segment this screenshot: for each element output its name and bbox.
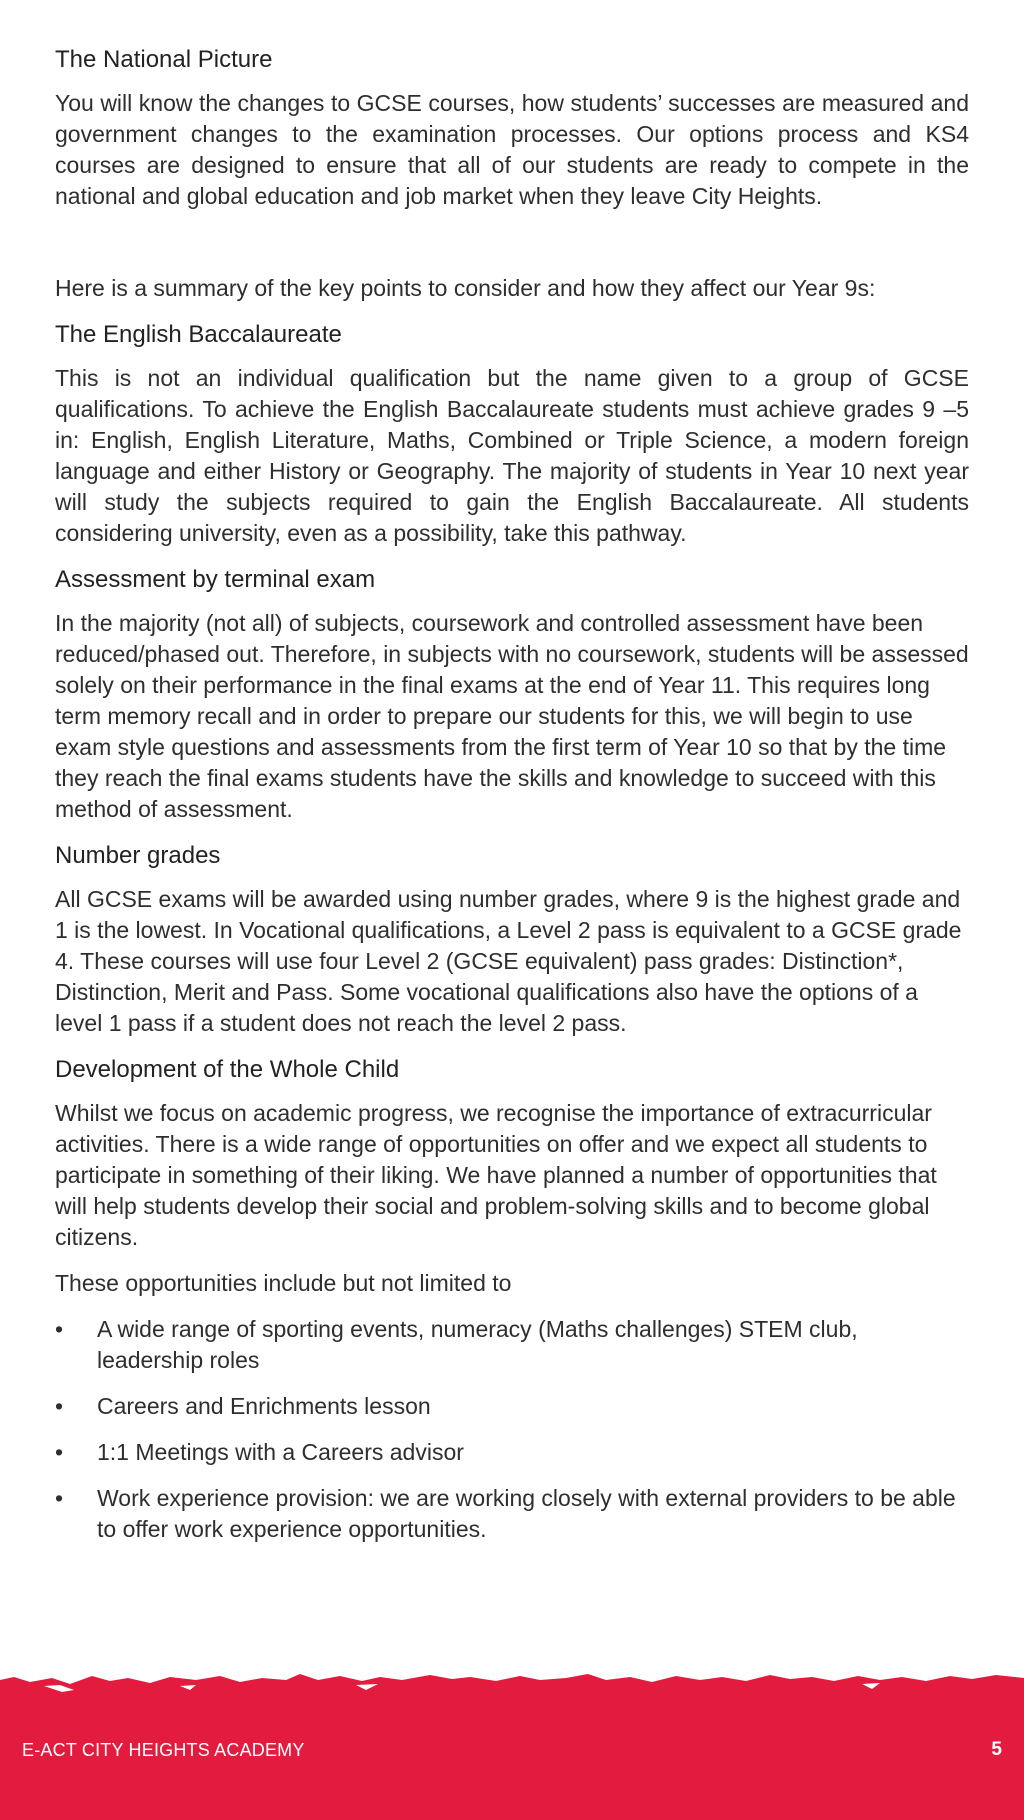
list-item-text: 1:1 Meetings with a Careers advisor bbox=[97, 1439, 464, 1465]
heading-english-baccalaureate: The English Baccalaureate bbox=[55, 321, 342, 348]
list-item bbox=[55, 1314, 969, 1376]
document-body bbox=[55, 44, 969, 1560]
page-number: 5 bbox=[991, 1739, 1002, 1760]
footer-school-name: E-ACT CITY HEIGHTS ACADEMY bbox=[22, 1740, 305, 1760]
list-item bbox=[55, 1391, 969, 1422]
heading-national-picture: The National Picture bbox=[55, 46, 273, 73]
paragraph-opportunities-intro: These opportunities include but not limited to bbox=[55, 1270, 512, 1296]
list-item-text: Work experience provision: we are working closely with external providers to be able to offer work experience opportunities. bbox=[97, 1485, 956, 1542]
list-item-text: Careers and Enrichments lesson bbox=[97, 1393, 431, 1419]
heading-terminal-exam: Assessment by terminal exam bbox=[55, 566, 376, 593]
paragraph-english-baccalaureate: This is not an individual qualification but the name given to a group of GCSE qualifications. To achieve the English Baccalaureate students must achieve grades 9 –5 in: English, English Literature, Maths, Combined or Triple Science, a modern foreign language and either History or Geography. The majority of students in Year 10 next year will study the subjects required to gain the English Baccalaureate. All students considering university, even as a possibility, take this pathway. bbox=[55, 365, 969, 546]
bullet-icon: • bbox=[55, 1393, 64, 1419]
heading-number-grades: Number grades bbox=[55, 842, 221, 869]
paragraph-terminal-exam: In the majority (not all) of subjects, coursework and controlled assessment have been reduced/phased out. Therefore, in subjects with no coursework, students will be assessed solely on their performance in the final exams at the end of Year 11. This requires long term memory recall and in order to prepare our students for this, we will begin to use exam style questions and assessments from the first term of Year 10 so that by the time they reach the final exams students have the skills and knowledge to succeed with this method of assessment. bbox=[55, 610, 969, 822]
opportunities-list bbox=[55, 1314, 969, 1545]
bullet-icon: • bbox=[55, 1316, 64, 1342]
list-item bbox=[55, 1483, 969, 1545]
bullet-icon: • bbox=[55, 1439, 64, 1465]
paragraph-national-picture: You will know the changes to GCSE courses, how students’ successes are measured and government changes to the examination processes. Our options process and KS4 courses are designed to ensure that all of our students are ready to compete in the national and global education and job market when they leave City Heights. bbox=[55, 90, 969, 209]
summary-intro: Here is a summary of the key points to consider and how they affect our Year 9s: bbox=[55, 275, 876, 301]
bullet-icon: • bbox=[55, 1485, 64, 1511]
heading-whole-child: Development of the Whole Child bbox=[55, 1056, 400, 1083]
paragraph-number-grades: All GCSE exams will be awarded using number grades, where 9 is the highest grade and 1 is the lowest. In Vocational qualifications, a Level 2 pass is equivalent to a GCSE grade 4. These courses will use four Level 2 (GCSE equivalent) pass grades: Distinction*, Distinction, Merit and Pass. Some vocational qualifications also have the options of a level 1 pass if a student does not reach the level 2 pass. bbox=[55, 886, 962, 1036]
list-item bbox=[55, 1437, 969, 1468]
section-gap bbox=[55, 227, 969, 273]
list-item-text: A wide range of sporting events, numeracy (Maths challenges) STEM club, leadership roles bbox=[97, 1316, 858, 1373]
paragraph-whole-child: Whilst we focus on academic progress, we recognise the importance of extracurricular activities. There is a wide range of opportunities on offer and we expect all students to participate in something of their liking. We have planned a number of opportunities that will help students develop their social and problem-solving skills and to become global citizens. bbox=[55, 1100, 937, 1250]
